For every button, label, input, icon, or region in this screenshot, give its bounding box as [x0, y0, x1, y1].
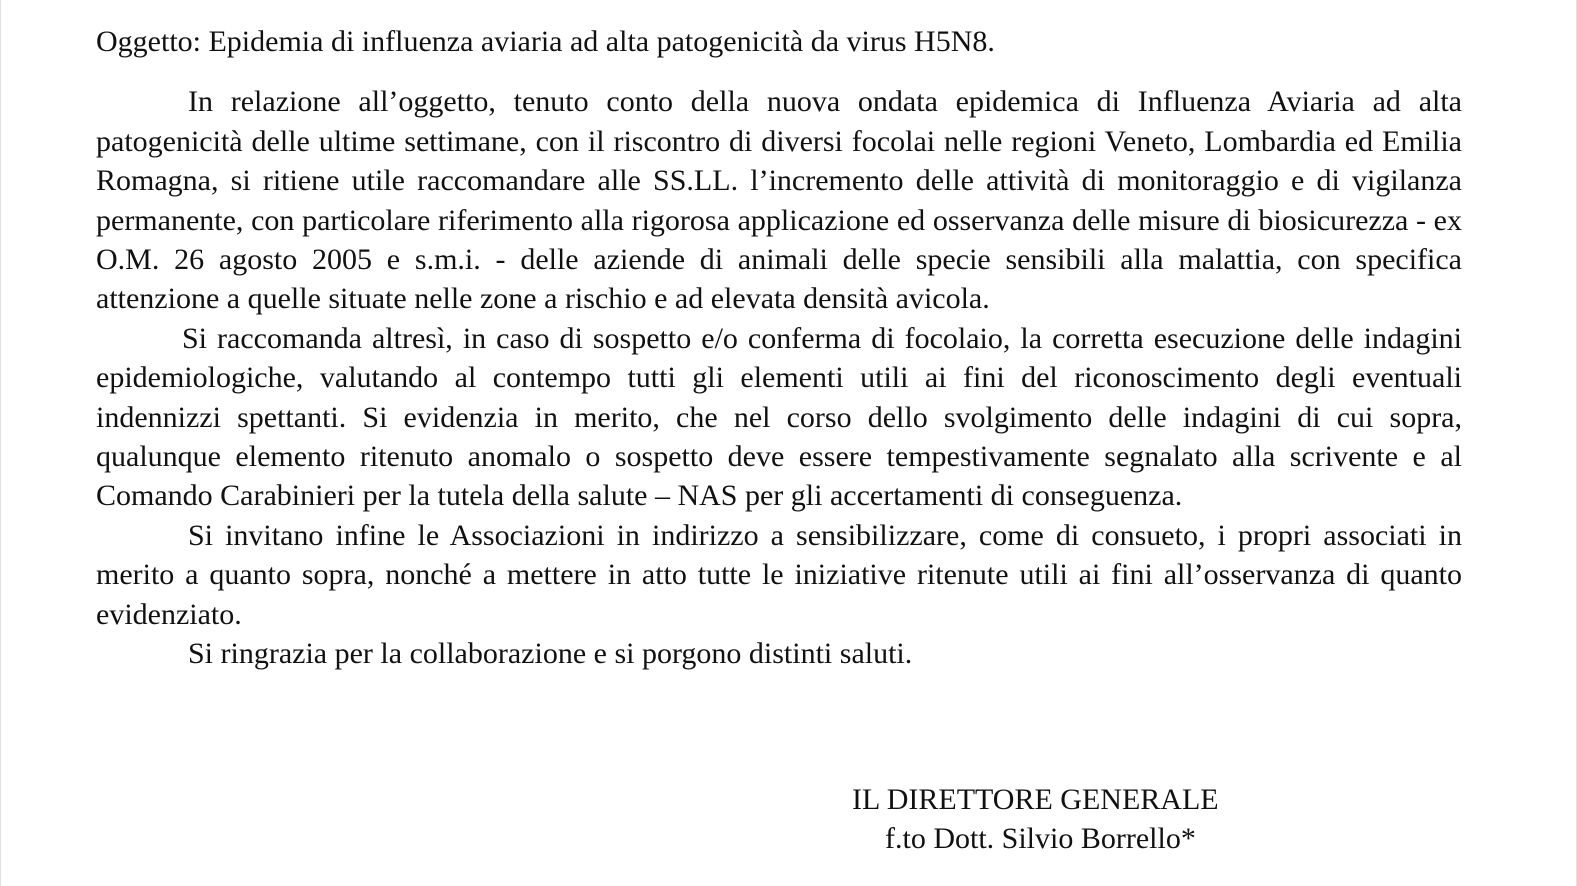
signatory-title: IL DIRETTORE GENERALE: [852, 783, 1219, 816]
document-body: [96, 22, 1462, 674]
signatory-name: f.to Dott. Silvio Borrello*: [885, 822, 1196, 855]
signature-block: [852, 780, 1272, 858]
paragraph-4-closing: Si ringrazia per la collaborazione e si porgono distinti saluti.: [188, 637, 913, 671]
paragraph-1: In relazione all’oggetto, tenuto conto della nuova ondata epidemica di Influenza Aviaria ad alta patogenicità delle ultime settimane, con il riscontro di diversi focolai nelle regioni Veneto, Lombardia ed Emilia Romagna, si ritiene utile raccomandare alle SS.LL. l’incremento delle attività di monitoraggio e di vigilanza permanente, con particolare riferimento alla rigorosa applicazione ed osservanza delle misure di biosicurezza - ex O.M. 26 agosto 2005 e s.m.i. - delle aziende di animali delle specie sensibili alla malattia, con specifica attenzione a quelle situate nelle zone a rischio e ad elevata densità avicola.: [96, 85, 1462, 316]
subject-line: Oggetto: Epidemia di influenza aviaria ad alta patogenicità da virus H5N8.: [96, 25, 995, 58]
paragraph-3: Si invitano infine le Associazioni in indirizzo a sensibilizzare, come di consueto, i propri associati in merito a quanto sopra, nonché a mettere in atto tutte le iniziative ritenute utili ai fini all’osservanza di quanto evidenziato.: [96, 518, 1462, 631]
paragraph-2: Si raccomanda altresì, in caso di sospetto e/o conferma di focolaio, la corretta esecuzione delle indagini epidemiologiche, valutando al contempo tutti gli elementi utili ai fini del riconoscimento degli eventuali indennizzi spettanti. Si evidenzia in merito, che nel corso dello svolgimento delle indagini di cui sopra, qualunque elemento ritenuto anomalo o sospetto deve essere tempestivamente segnalato alla scrivente e al Comando Carabinieri per la tutela della salute – NAS per gli accertamenti di conseguenza.: [96, 321, 1462, 513]
